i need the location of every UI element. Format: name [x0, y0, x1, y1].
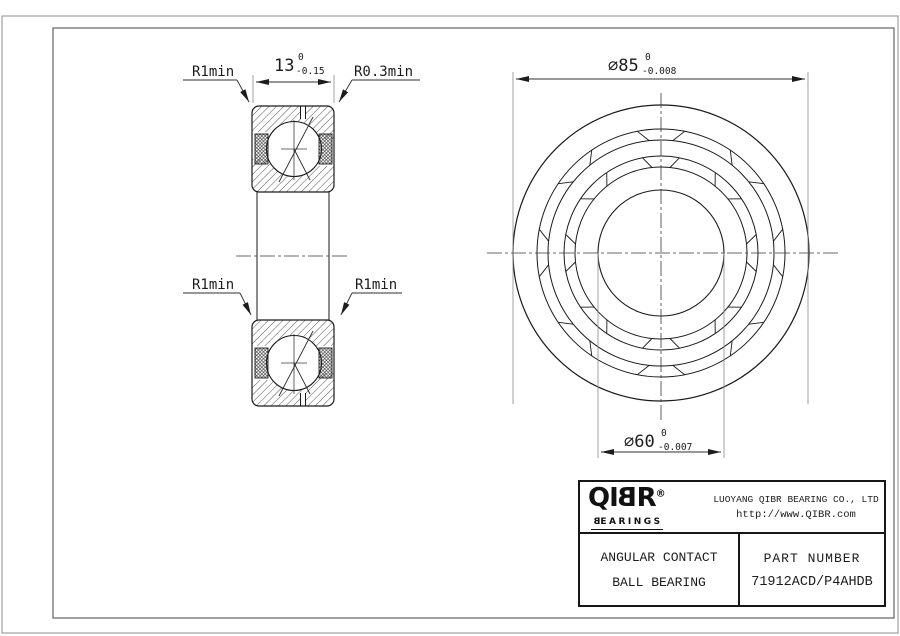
logo-letters: EARINGS: [600, 517, 663, 527]
section-lower-half: [252, 320, 334, 406]
bore-dim-tol-lower: -0.007: [658, 442, 693, 453]
r1-top-left-label: R1min: [192, 64, 235, 80]
logo-mirrored-letter: B: [617, 483, 637, 513]
od-dim-tol-upper: 0: [645, 52, 651, 63]
part-number-value: 71912ACD/P4AHDB: [751, 575, 873, 590]
r1-bottom-left-label: R1min: [192, 277, 235, 293]
od-dim-value: ⌀85: [608, 56, 639, 76]
part-number-label: PART NUMBER: [763, 551, 861, 566]
bore-dimension: [598, 253, 724, 458]
part-number-cell: [740, 534, 884, 607]
r1-bottom-right-label: R1min: [355, 277, 398, 293]
bore-dim-tol-upper: 0: [661, 428, 667, 439]
brand-logo: [580, 482, 708, 532]
title-block: [578, 480, 886, 607]
width-dim-value: 13: [274, 56, 295, 76]
width-dim-tol-lower: -0.15: [296, 66, 325, 77]
bearings-wordmark: [591, 517, 663, 530]
cage-section-left: [255, 134, 268, 164]
logo-letters: R: [636, 483, 656, 513]
cage-section-right: [319, 134, 332, 164]
title-block-header-row: [580, 482, 884, 534]
r03-top-right-label: R0.3min: [354, 64, 414, 80]
company-info: [708, 482, 884, 532]
registered-trademark-symbol: ®: [655, 488, 666, 500]
title-block-detail-row: [580, 534, 884, 607]
width-dimension: [253, 52, 334, 103]
cage-section-right: [319, 348, 332, 378]
product-type-line1: ANGULAR CONTACT: [600, 549, 718, 565]
company-website: http://www.QIBR.com: [736, 508, 856, 521]
section-upper-half: [252, 106, 334, 192]
bore-dim-value: ⌀60: [624, 432, 655, 452]
product-type-line2: BALL BEARING: [612, 574, 706, 590]
od-dim-tol-lower: -0.008: [642, 66, 677, 77]
qibr-logo-text: [588, 485, 708, 511]
product-type-cell: [580, 534, 740, 607]
section-view: [183, 52, 420, 406]
width-dim-tol-upper: 0: [298, 52, 304, 63]
logo-letters: QI: [588, 483, 618, 513]
logo-mirrored-letter: B: [591, 517, 601, 527]
front-view: [487, 52, 838, 458]
company-name: LUOYANG QIBR BEARING CO., LTD: [713, 493, 879, 505]
cage-section-left: [255, 348, 268, 378]
